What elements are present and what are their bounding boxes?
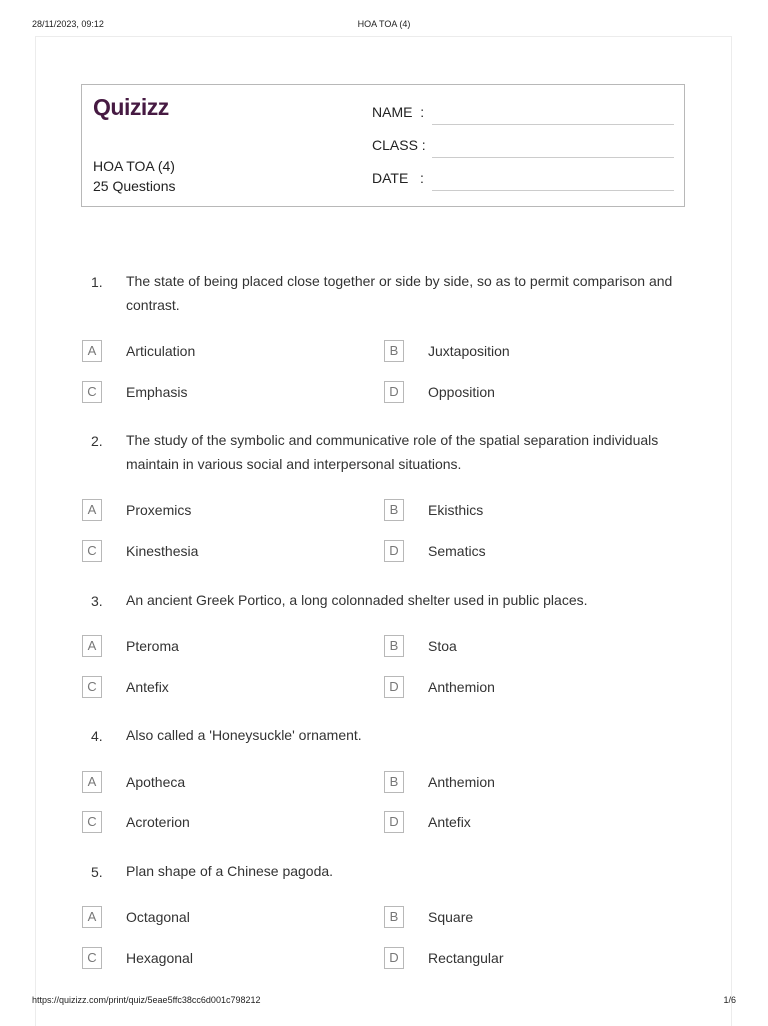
option-letter-box: A [82, 906, 102, 928]
question-number: 5. [91, 864, 103, 880]
option-letter-box: D [384, 540, 404, 562]
question-number: 4. [91, 728, 103, 744]
option-letter-box: D [384, 676, 404, 698]
print-title: HOA TOA (4) [357, 19, 411, 29]
option-text: Ekisthics [428, 502, 484, 518]
option-letter-box: A [82, 499, 102, 521]
option-text: Emphasis [126, 384, 188, 400]
option-text: Juxtaposition [428, 343, 510, 359]
option-letter-box: D [384, 947, 404, 969]
date-line [432, 168, 674, 191]
option-letter-box: D [384, 381, 404, 403]
class-field [372, 135, 674, 159]
question-number: 1. [91, 274, 103, 290]
print-footer [0, 995, 768, 1007]
quizizz-logo: Quizizz [93, 94, 169, 120]
option-text: Kinesthesia [126, 543, 199, 559]
question-text: The study of the symbolic and communicative role of the spatial separation individuals maintain in various social and interpersonal situations. [126, 432, 659, 472]
question-text: The state of being placed close together or side by side, so as to permit comparison and contrast. [126, 273, 673, 313]
option-letter-box: C [82, 947, 102, 969]
print-url: https://quizizz.com/print/quiz/5eae5ffc38cc6d001c798212 [32, 995, 261, 1005]
option-letter-box: C [82, 381, 102, 403]
date-label: DATE : [372, 170, 424, 186]
option-text: Apotheca [126, 774, 186, 790]
option-letter-box: B [384, 771, 404, 793]
option-text: Anthemion [428, 679, 495, 695]
quiz-title: HOA TOA (4) [93, 158, 175, 174]
option-text: Anthemion [428, 774, 495, 790]
question-text: An ancient Greek Portico, a long colonnaded shelter used in public places. [126, 592, 588, 608]
option-letter-box: B [384, 635, 404, 657]
option-text: Square [428, 909, 474, 925]
option-letter-box: B [384, 499, 404, 521]
option-text: Antefix [428, 814, 471, 830]
print-datetime: 28/11/2023, 09:12 [32, 19, 104, 29]
option-letter-box: C [82, 676, 102, 698]
question-text: Plan shape of a Chinese pagoda. [126, 863, 334, 879]
option-letter-box: A [82, 635, 102, 657]
option-text: Rectangular [428, 950, 504, 966]
option-text: Proxemics [126, 502, 192, 518]
option-letter-box: C [82, 811, 102, 833]
question-number: 3. [91, 593, 103, 609]
question-number: 2. [91, 433, 103, 449]
option-text: Opposition [428, 384, 495, 400]
option-text: Sematics [428, 543, 486, 559]
name-label: NAME : [372, 104, 425, 120]
option-letter-box: B [384, 340, 404, 362]
print-header [0, 19, 768, 31]
class-label: CLASS : [372, 137, 426, 153]
date-field [372, 168, 674, 192]
quiz-info-box [81, 84, 685, 207]
option-letter-box: C [82, 540, 102, 562]
option-letter-box: B [384, 906, 404, 928]
option-text: Octagonal [126, 909, 190, 925]
option-text: Hexagonal [126, 950, 193, 966]
option-text: Articulation [126, 343, 196, 359]
class-line [432, 135, 674, 158]
question-count: 25 Questions [93, 178, 176, 194]
question-text: Also called a 'Honeysuckle' ornament. [126, 727, 362, 743]
option-letter-box: A [82, 771, 102, 793]
page-number: 1/6 [723, 995, 736, 1005]
name-field [372, 102, 674, 126]
option-text: Acroterion [126, 814, 190, 830]
option-letter-box: A [82, 340, 102, 362]
name-line [432, 102, 674, 125]
option-letter-box: D [384, 811, 404, 833]
option-text: Antefix [126, 679, 169, 695]
option-text: Stoa [428, 638, 457, 654]
option-text: Pteroma [126, 638, 179, 654]
